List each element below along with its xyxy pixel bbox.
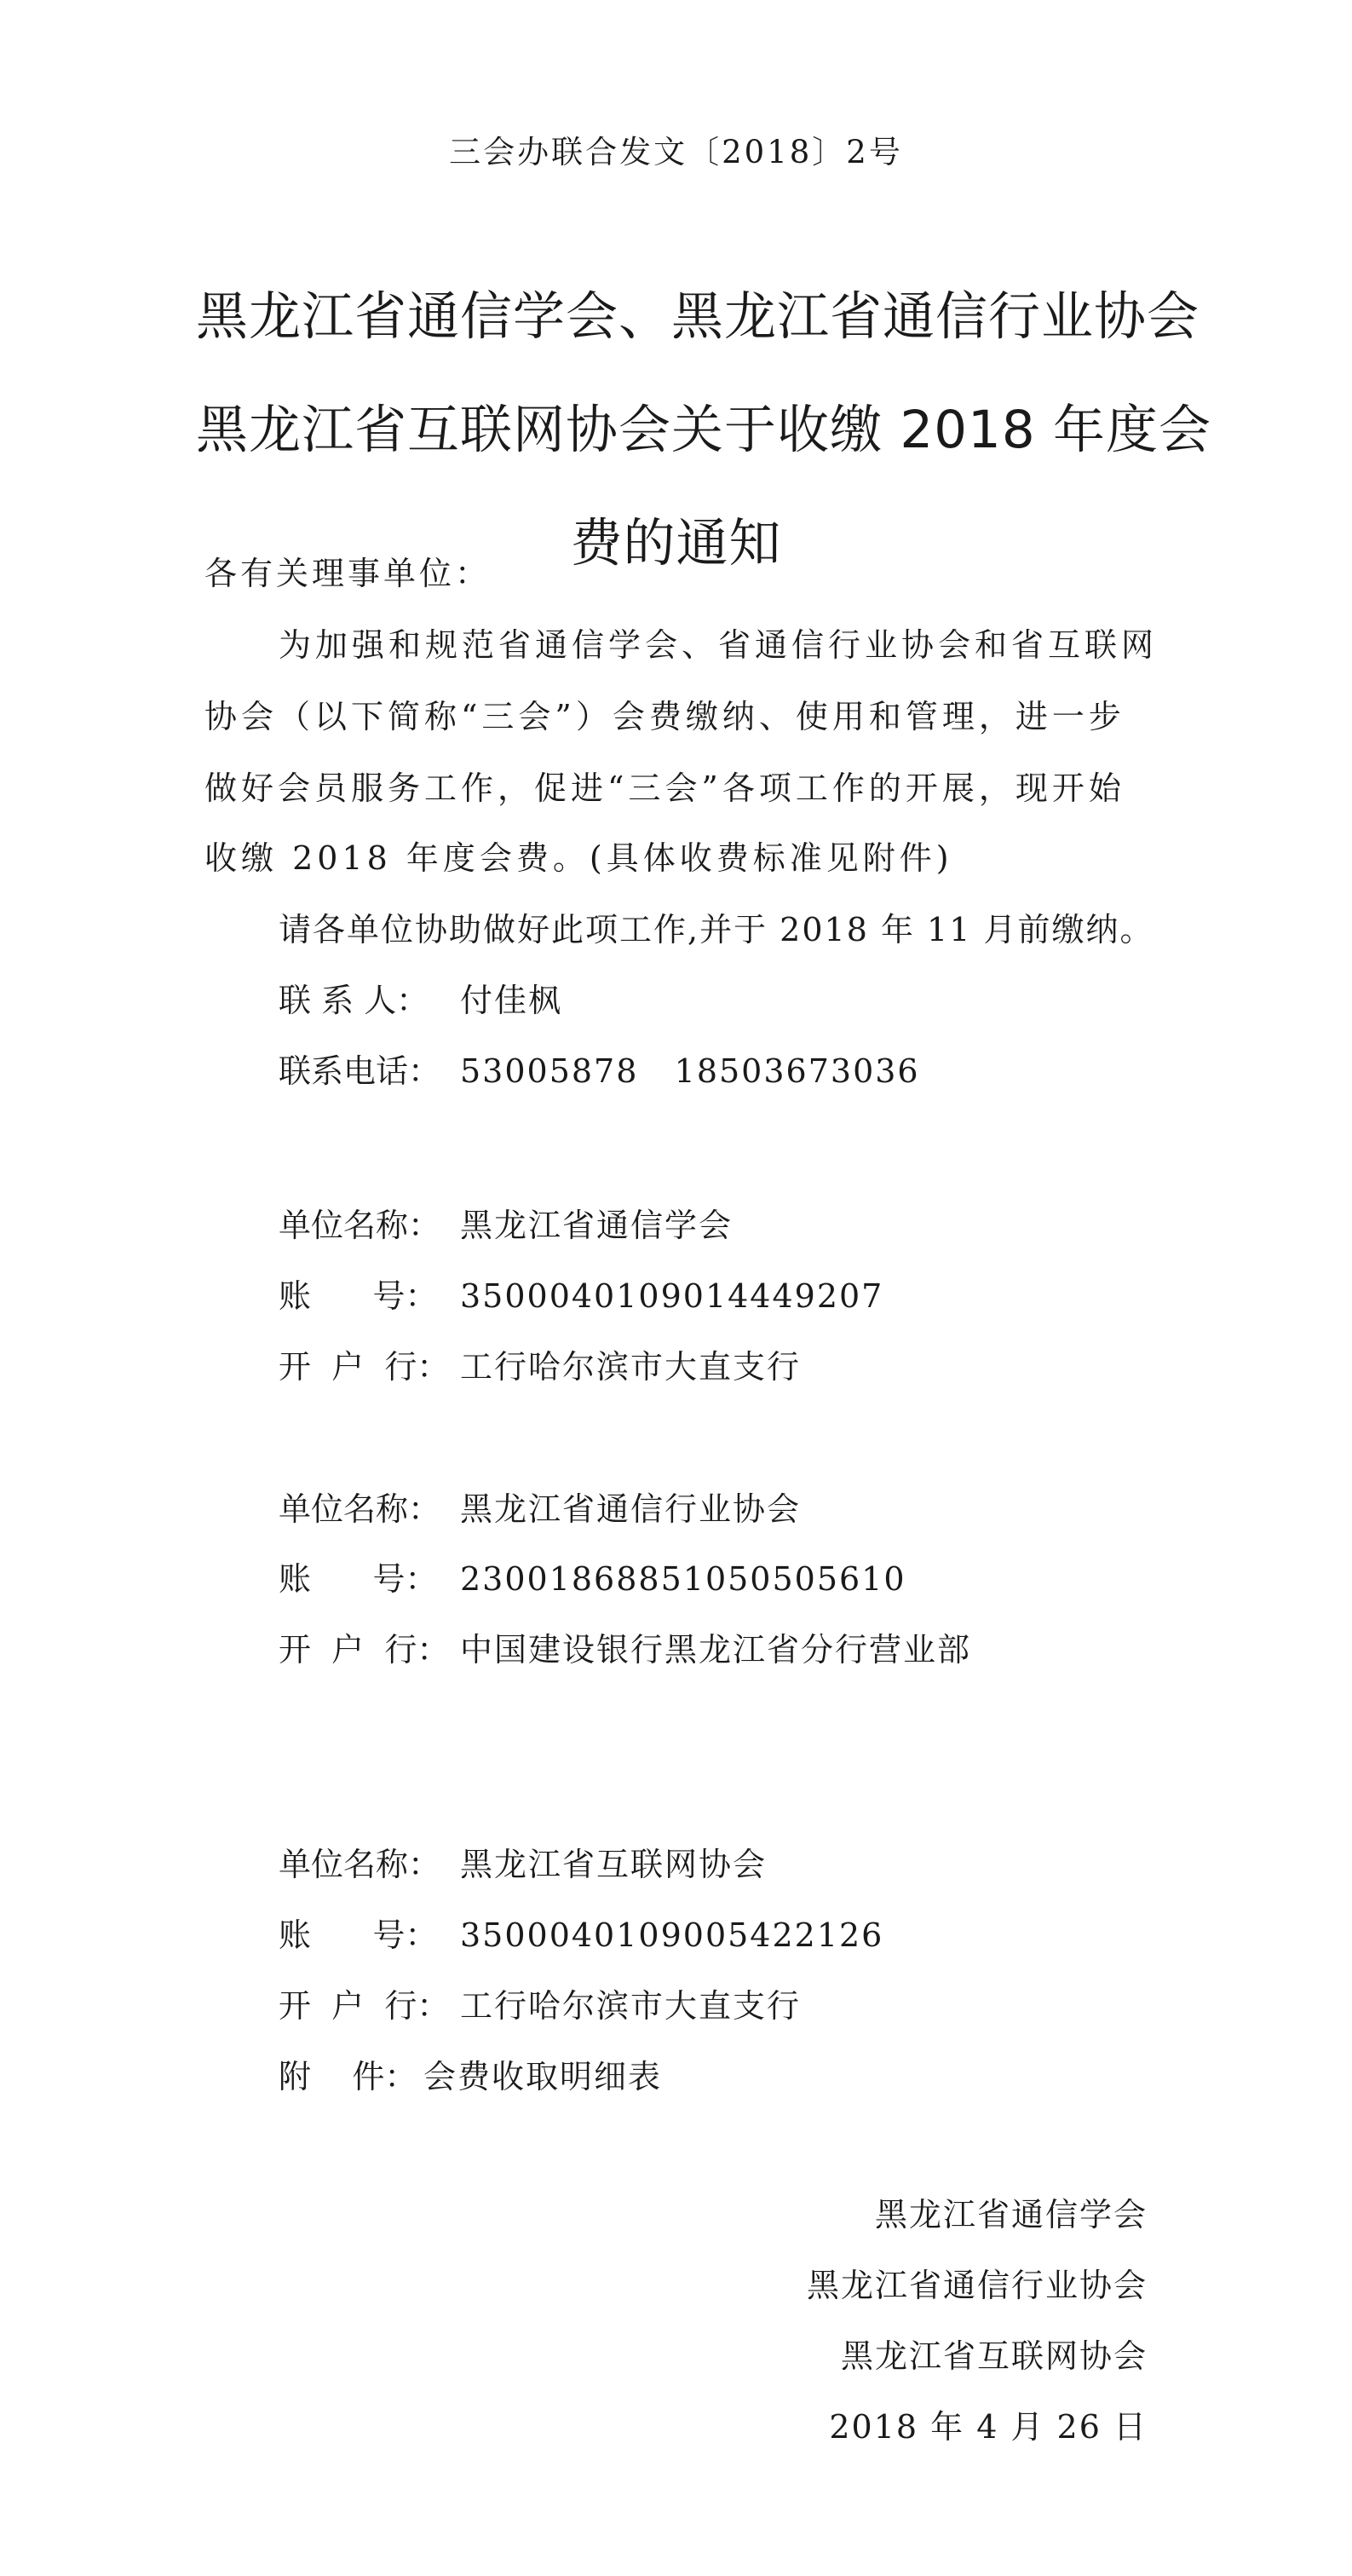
account-2-number [279,1553,906,1599]
account-2-bank [279,1623,971,1670]
paragraph-line-4: 收缴 2018 年度会费。(具体收费标准见附件) [204,839,953,877]
bank-label: 开 户 行： [279,1348,450,1386]
account-3-bank [279,1980,801,2026]
payment-request: 请各单位协助做好此项工作,并于 2018 年 11 月前缴纳。 [279,911,1154,948]
account-number-value: 3500040109005422126 [460,1916,884,1954]
org-name-label: 单位名称： [279,1490,441,1528]
title-line-3: 费的通知 [570,513,782,573]
org-name-value: 黑龙江省通信学会 [460,1207,734,1244]
contact-value: 付佳枫 [460,982,563,1019]
bank-value: 工行哈尔滨市大直支行 [460,1987,802,2025]
bank-label: 开 户 行： [279,1987,450,2025]
salutation: 各有关理事单位： [204,555,492,592]
org-name-label: 单位名称： [279,1846,441,1883]
signature-date: 2018 年 4 月 26 日 [829,2408,1148,2446]
title-line-1: 黑龙江省通信学会、黑龙江省通信行业协会 [196,286,1200,347]
account-number-label: 账 号： [279,1560,438,1598]
account-3-number [279,1909,883,1956]
contact-label: 联 系 人： [279,982,429,1019]
signature-org-2: 黑龙江省通信行业协会 [806,2267,1148,2304]
org-name-label: 单位名称： [279,1207,441,1244]
org-name-value: 黑龙江省通信行业协会 [460,1490,802,1528]
account-number-value: 3500040109014449207 [460,1277,884,1315]
attachment-label: 附 件： [279,2058,417,2095]
bank-value: 工行哈尔滨市大直支行 [460,1348,802,1386]
account-1-bank [279,1340,801,1387]
phone-value: 53005878 18503673036 [460,1052,920,1090]
account-1-number [279,1270,883,1317]
paragraph-line-1: 为加强和规范省通信学会、省通信行业协会和省互联网 [279,626,1159,664]
account-3-name [279,1838,767,1885]
document-number: 三会办联合发文〔2018〕2号 [449,134,903,170]
paragraph-line-2: 协会（以下简称“三会”）会费缴纳、使用和管理，进一步 [204,698,1125,735]
contact-person [279,974,562,1021]
title-line-2: 黑龙江省互联网协会关于收缴 2018 年度会 [196,400,1212,460]
account-2-name [279,1483,801,1530]
org-name-value: 黑龙江省互联网协会 [460,1846,768,1883]
signature-org-3: 黑龙江省互联网协会 [840,2337,1148,2375]
bank-label: 开 户 行： [279,1631,450,1668]
account-1-name [279,1199,733,1246]
account-number-value: 23001868851050505610 [460,1560,906,1598]
signature-org-1: 黑龙江省通信学会 [874,2196,1148,2233]
paragraph-line-3: 做好会员服务工作，促进“三会”各项工作的开展，现开始 [204,769,1125,807]
account-number-label: 账 号： [279,1277,438,1315]
bank-value: 中国建设银行黑龙江省分行营业部 [460,1631,972,1668]
phone-label: 联系电话： [279,1052,441,1090]
account-number-label: 账 号： [279,1916,438,1954]
attachment-line [279,2050,662,2097]
attachment-value: 会费收取明细表 [423,2058,663,2095]
contact-phone [279,1045,920,1092]
